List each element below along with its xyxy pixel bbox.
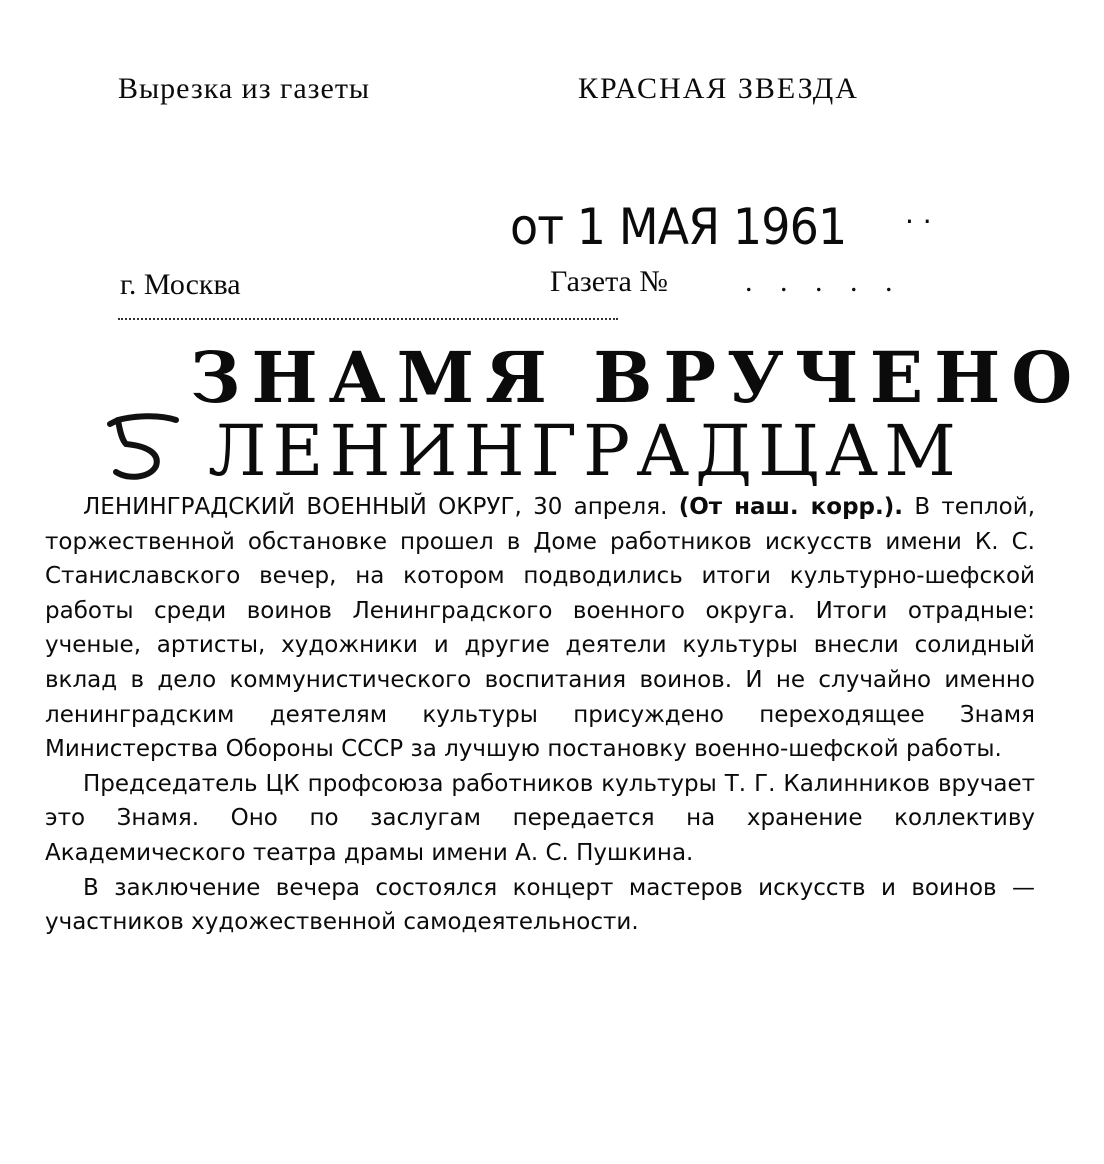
article-paragraph: В заключение вечера состоялся концерт мастеров искусств и воинов — участников художественной самодеятельности. (45, 874, 1035, 936)
newspaper-number-dots: . . . . . (745, 265, 903, 298)
article-paragraph (45, 490, 1035, 767)
article-body (45, 490, 1035, 940)
clipping-header-label: Вырезка из газеты (118, 72, 371, 105)
article-byline: (От наш. корр.). (678, 494, 903, 520)
headline-line-1: ЗНАМЯ ВРУЧЕНО (190, 336, 1084, 419)
article-dateline: ЛЕНИНГРАДСКИЙ ВОЕННЫЙ ОКРУГ, 30 апреля. (83, 494, 668, 520)
pencil-mark-icon (98, 402, 188, 482)
headline-line-2: ЛЕНИНГРАДЦАМ (208, 410, 962, 492)
date-stamp: от 1 МАЯ 1961 (510, 198, 847, 256)
date-stamp-dots: · · (905, 205, 932, 238)
newspaper-name: КРАСНАЯ ЗВЕЗДА (578, 72, 859, 105)
article-paragraph-text: В теплой, торжественной обстановке прошел в Доме работников искусств имени К. С. Станиславского вечер, на котором подводились итоги культурно-шефской работы среди воинов Ленинградского военного округа. Итоги отрадные: ученые, артисты, художники и другие деятели культуры внесли солидный вклад в дело коммунистического воспитания воинов. И не случайно именно ленинградским деятелям культуры присуждено переходящее Знамя Министерства Обороны СССР за лучшую постановку военно-шефской работы. (45, 494, 1036, 763)
city-label: г. Москва (120, 268, 241, 301)
header-divider (118, 318, 618, 320)
article-paragraph: Председатель ЦК профсоюза работников культуры Т. Г. Калинников вручает это Знамя. Оно по заслугам передается на хранение коллективу Академического театра драмы имени А. С. Пушкина. (45, 770, 1035, 866)
newspaper-number-label: Газета № (550, 265, 668, 298)
